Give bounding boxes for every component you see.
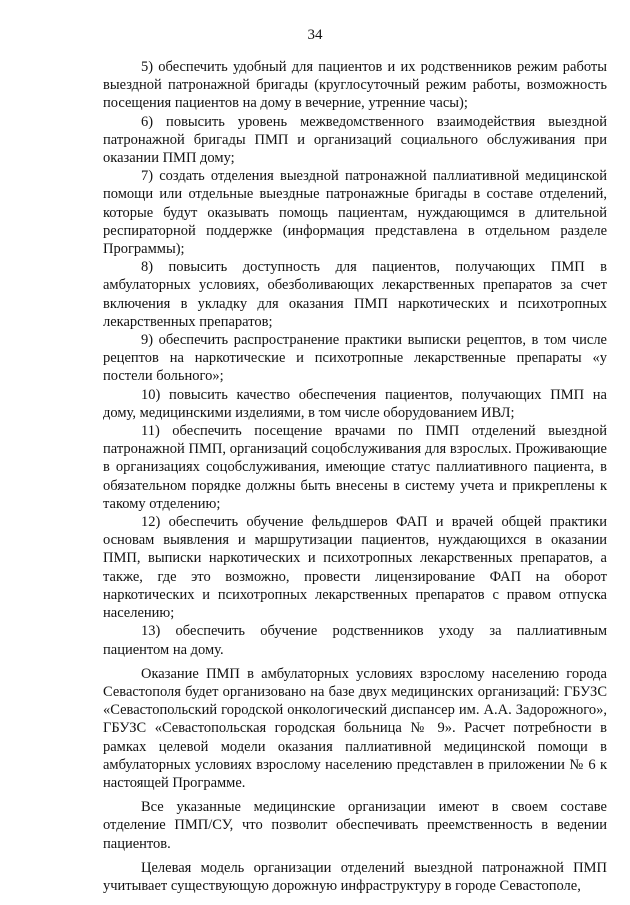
paragraph-item-6: 6) повысить уровень межведомственного взаимодействия выездной патронажной бригады ПМП и организаций социального обслуживания при оказании ПМП дому; <box>103 113 607 167</box>
paragraph-target-model: Целевая модель организации отделений выездной патронажной ПМП учитывает существующую дорожную инфраструктуру в городе Севастополе, <box>103 859 607 894</box>
paragraph-item-11: 11) обеспечить посещение врачами по ПМП отделений выездной патронажной ПМП, организаций соцобслуживания для взрослых. Проживающие в организациях соцобслуживания, имеющие статус паллиативного пациента, в обязательном порядке должны быть внесены в систему учета и прикреплены к такому отделению; <box>103 423 607 512</box>
paragraph-item-7: 7) создать отделения выездной патронажной паллиативной медицинской помощи или отдельные выездные патронажные бригады в составе отделений, которые будут оказывать помощь пациентам, нуждающимся в длительной респираторной поддержке (информация представлена в отдельном разделе Программы); <box>103 168 607 258</box>
page-number: 34 <box>307 27 323 43</box>
paragraph-item-9: 9) обеспечить распространение практики выписки рецептов, в том числе рецептов на наркотические и психотропные лекарственные препараты «у постели больного»; <box>103 332 607 385</box>
paragraph-outpatient-organization: Оказание ПМП в амбулаторных условиях взрослому населению города Севастополя будет организовано на базе двух медицинских организаций: ГБУЗС «Севастопольский городской онкологический диспансер им. А.А. Задорожного», ГБУЗС «Севастопольская городская больница № 9». Расчет потребности в рамках целевой модели оказания паллиативной медицинской помощи в амбулаторных условиях взрослому населению представлен в приложении № 6 к настоящей Программе. <box>103 665 607 791</box>
page-body <box>103 58 607 895</box>
paragraph-item-13: 13) обеспечить обучение родственников уходу за паллиативным пациентом на дому. <box>103 623 607 658</box>
paragraph-item-12: 12) обеспечить обучение фельдшеров ФАП и врачей общей практики основам выявления и маршрутизации пациентов, нуждающихся в оказании ПМП, выписки наркотических и психотропных лекарственных препаратов, а также, где это возможно, провести лицензирование ФАП на оборот наркотических и психотропных лекарственных препаратов с правом отпуска населению; <box>103 514 607 622</box>
paragraph-item-10: 10) повысить качество обеспечения пациентов, получающих ПМП на дому, медицинскими изделиями, в том числе оборудованием ИВЛ; <box>103 386 607 421</box>
paragraph-item-8: 8) повысить доступность для пациентов, получающих ПМП в амбулаторных условиях, обезболивающих лекарственных препаратов за счет включения в укладку для оказания ПМП наркотических и психотропных лекарственных препаратов; <box>103 259 607 330</box>
paragraph-item-5: 5) обеспечить удобный для пациентов и их родственников режим работы выездной патронажной бригады (круглосуточный режим работы, возможность посещения пациентов на дому в вечерние, утренние часы); <box>103 59 607 112</box>
paragraph-medical-organizations: Все указанные медицинские организации имеют в своем составе отделение ПМП/СУ, что позволит обеспечивать преемственность в ведении пациентов. <box>103 799 607 852</box>
